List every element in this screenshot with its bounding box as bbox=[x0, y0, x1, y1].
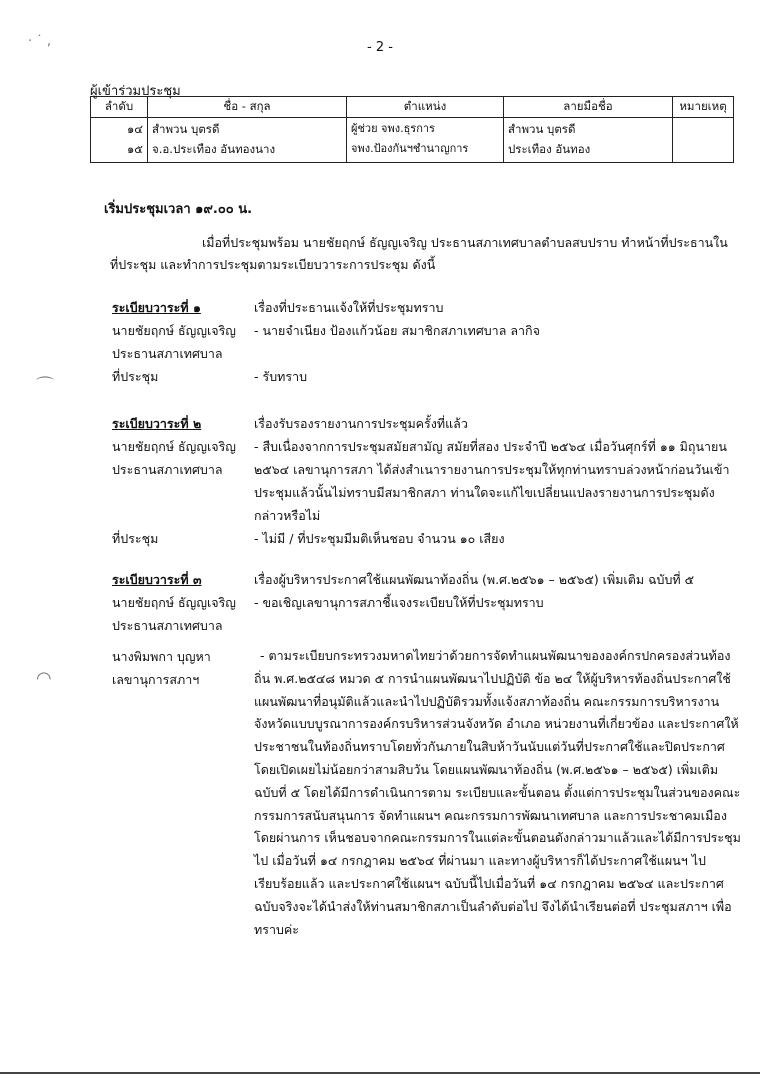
scan-smudge-mark-2: ◠ bbox=[36, 668, 52, 689]
agenda-2-speaker-text: - สืบเนื่องจากการประชุมสมัยสามัญ สมัยที่สอง ประจำปี ๒๕๖๔ เมื่อวันศุกร์ที่ ๑๑ มิถุนายน ๒๕๖๔ เลขานุการสภา ได้ส่งสำเนารายงานการประชุมให้ทุกท่านทราบล่วงหน้าก่อนวันเข้าประชุมแล้วนั้นไม่ทราบมีสมาชิกสภา ท่านใดจะแก้ไขเปลี่ยนแปลงรายงานการประชุมดังกล่าวหรือไม่ bbox=[254, 439, 730, 523]
agenda-2-speaker-name: นายชัยฤกษ์ ธัญญเจริญ bbox=[112, 439, 236, 454]
attendees-title: ผู้เข้าร่วมประชุม bbox=[90, 84, 181, 99]
agenda-1-speaker-name: นายชัยฤกษ์ ธัญญเจริญ bbox=[112, 323, 236, 338]
agenda-3-heading: ระเบียบวาระที่ ๓ bbox=[112, 572, 202, 587]
agenda-2 bbox=[112, 412, 742, 550]
scan-smudge-mark: ⌒ bbox=[36, 376, 54, 397]
agenda-3-speaker-name: นายชัยฤกษ์ ธัญญเจริญ bbox=[112, 595, 236, 610]
agenda-1-resolution: - รับทราบ bbox=[254, 369, 308, 384]
header-name: ชื่อ - สกุล bbox=[148, 97, 347, 118]
agenda-3-speaker-title: ประธานสภาเทศบาล bbox=[112, 618, 223, 633]
cell-no: ๑๔ ๑๕ bbox=[91, 118, 148, 163]
agenda-3-secretary-paragraph bbox=[254, 645, 742, 941]
bottom-edge-line bbox=[0, 1072, 760, 1074]
agenda-1 bbox=[112, 296, 742, 388]
attendees-table bbox=[90, 96, 734, 163]
cell-position: ผู้ช่วย จพง.ธุรการ จพง.ป้องกันฯชำนาญการ bbox=[347, 118, 504, 163]
table-row bbox=[91, 118, 734, 163]
intro-paragraph bbox=[110, 232, 735, 276]
cell-remark bbox=[673, 118, 734, 163]
agenda-2-resolution-label: ที่ประชุม bbox=[112, 531, 159, 546]
header-no: ลำดับ bbox=[91, 97, 148, 118]
agenda-2-subject: เรื่องรับรองรายงานการประชุมครั้งที่แล้ว bbox=[254, 416, 468, 431]
page-number: - 2 - bbox=[367, 40, 393, 55]
agenda-1-speaker-text: - นายจำเนียง ป้องแก้วน้อย สมาชิกสภาเทศบาล ลากิจ bbox=[254, 323, 540, 338]
intro-text: เมื่อที่ประชุมพร้อม นายชัยฤกษ์ ธัญญเจริญ ประธานสภาเทศบาลตำบลสบปราบ ทำหน้าที่ประธานในที่ประชุม และทำการประชุมตามระเบียบวาระการประชุม ดังนี้ bbox=[110, 235, 728, 272]
agenda-2-resolution: - ไม่มี / ที่ประชุมมีมติเห็นชอบ จำนวน ๑๐ เสียง bbox=[254, 531, 505, 546]
agenda-3-secretary-text: - ตามระเบียบกระทรวงมหาดไทยว่าด้วยการจัดทำแผนพัฒนาขององค์กรปกครองส่วนท้องถิ่น พ.ศ.๒๕๔๘ หมวด ๕ การนำแผนพัฒนาไปปฏิบัติ ข้อ ๒๔ ให้ผู้บริหารท้องถิ่นประกาศใช้แผนพัฒนาที่อนุมัติแล้วและนำไปปฏิบัติรวมทั้งแจ้งสภาท้องถิ่น คณะกรรมการบริหารงานจังหวัดแบบบูรณาการองค์กรบริหารส่วนจังหวัด อำเภอ หน่วยงานที่เกี่ยวข้อง และประกาศให้ประชาชนในท้องถิ่นทราบโดยทั่วกันภายในสิบห้าวันนับแต่วันที่ประกาศใช้และปิดประกาศโดยเปิดเผยไม่น้อยกว่าสามสิบวัน โดยแผนพัฒนาท้องถิ่น (พ.ศ.๒๕๖๑ – ๒๕๖๕) เพิ่มเติม ฉบับที่ ๕ โดยได้มีการดำเนินการตาม ระเบียบและขั้นตอน ตั้งแต่การประชุมในส่วนของคณะกรรมการสนับสนุนการ จัดทำแผนฯ คณะกรรมการพัฒนาเทศบาล และการประชาคมเมือง โดยผ่านการ เห็นชอบจากคณะกรรมการในแต่ละขั้นตอนดังกล่าวมาแล้วและได้มีการประชุมไป เมื่อวันที่ ๑๔ กรกฎาคม ๒๕๖๔ ที่ผ่านมา และทางผู้บริหารก็ได้ประกาศใช้แผนฯ ไปเรียบร้อยแล้ว และประกาศใช้แผนฯ ฉบับนี้ไปเมื่อวันที่ ๑๔ กรกฎาคม ๒๕๖๔ และประกาศฉบับจริงจะได้นำส่งให้ท่านสมาชิกสภาเป็นลำดับต่อไป จึงได้นำเรียนต่อที่ ประชุมสภาฯ เพื่อทราบค่ะ bbox=[254, 648, 741, 937]
header-remark: หมายเหตุ bbox=[673, 97, 734, 118]
agenda-3-secretary-title: เลขานุการสภาฯ bbox=[112, 672, 200, 687]
agenda-3-secretary-name: นางพิมพกา บุญหา bbox=[112, 649, 211, 664]
scan-speck-mark: · ˙ , bbox=[28, 34, 52, 49]
header-position: ตำแหน่ง bbox=[347, 97, 504, 118]
agenda-2-speaker-title: ประธานสภาเทศบาล bbox=[112, 462, 223, 477]
agenda-3-subject: เรื่องผู้บริหารประกาศใช้แผนพัฒนาท้องถิ่น (พ.ศ.๒๕๖๑ – ๒๕๖๕) เพิ่มเติม ฉบับที่ ๕ bbox=[254, 572, 695, 587]
agenda-1-speaker-title: ประธานสภาเทศบาล bbox=[112, 346, 223, 361]
agenda-3-speaker-text: - ขอเชิญเลขานุการสภาชี้แจงระเบียบให้ที่ประชุมทราบ bbox=[254, 595, 544, 610]
cell-signature: สำพวน บุตรดี ประเทือง อันทอง bbox=[504, 118, 673, 163]
agenda-1-heading: ระเบียบวาระที่ ๑ bbox=[112, 300, 201, 315]
cell-name: สำพวน บุตรดี จ.อ.ประเทือง อันทองนาง bbox=[148, 118, 347, 163]
agenda-1-subject: เรื่องที่ประธานแจ้งให้ที่ประชุมทราบ bbox=[254, 300, 444, 315]
agenda-2-heading: ระเบียบวาระที่ ๒ bbox=[112, 416, 202, 431]
agenda-1-resolution-label: ที่ประชุม bbox=[112, 369, 159, 384]
meeting-start-time: เริ่มประชุมเวลา ๑๙.๐๐ น. bbox=[104, 202, 253, 217]
header-signature: ลายมือชื่อ bbox=[504, 97, 673, 118]
agenda-3 bbox=[112, 568, 742, 941]
attendees-header-row bbox=[91, 97, 734, 118]
